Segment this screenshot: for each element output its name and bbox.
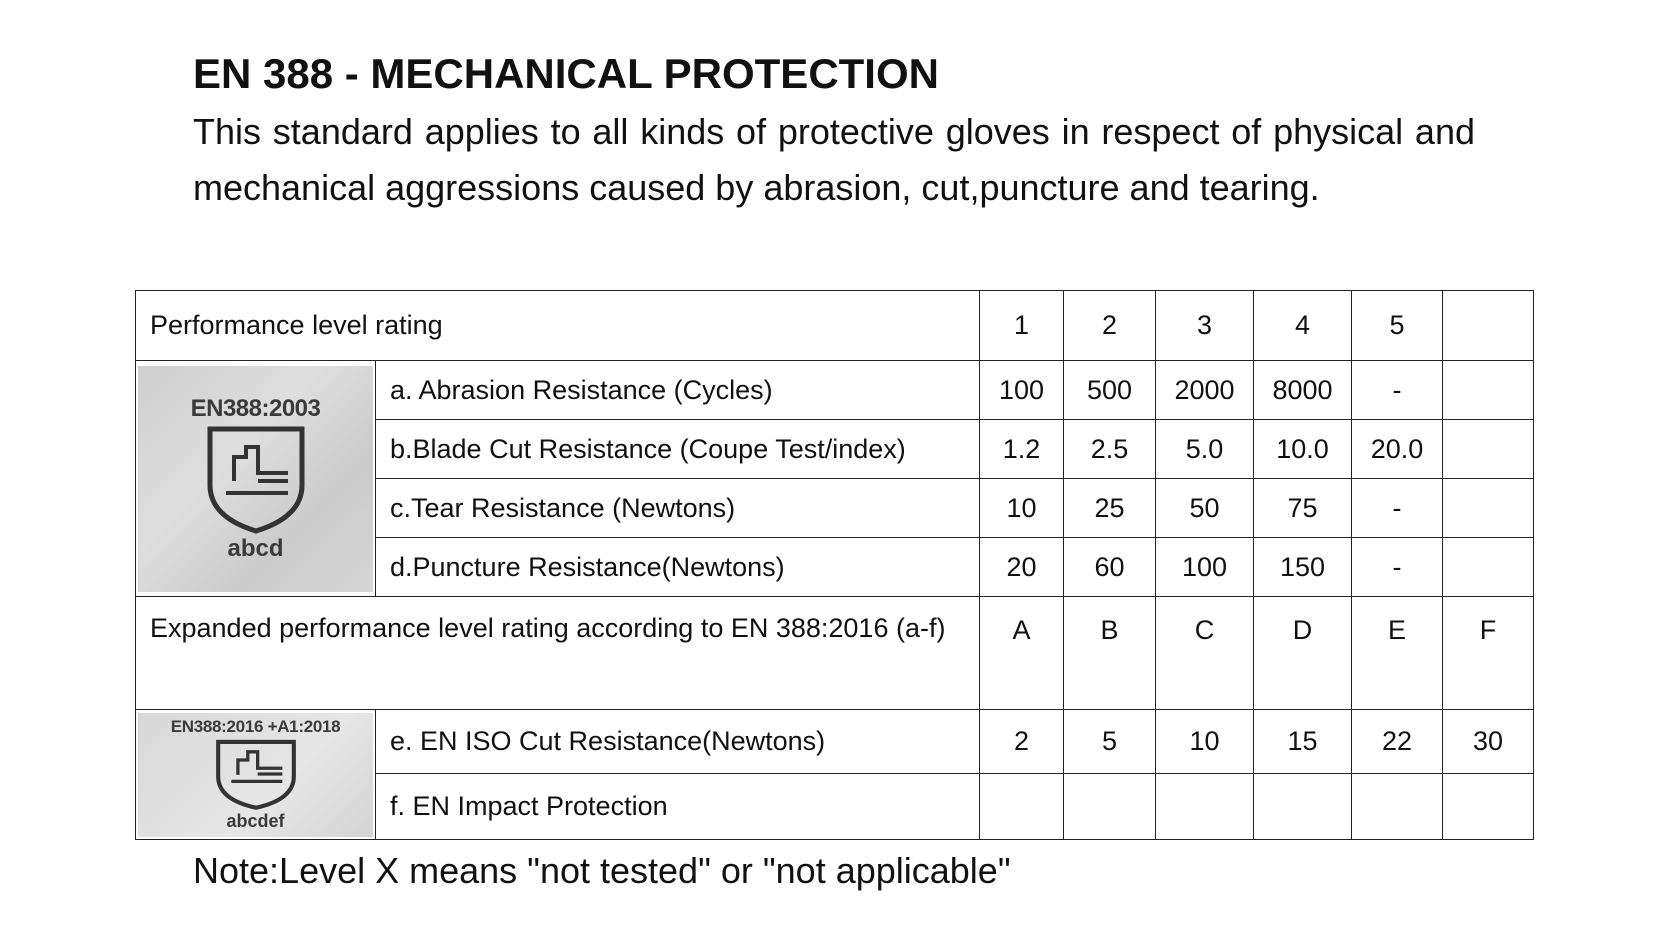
row-label: d.Puncture Resistance(Newtons)	[376, 538, 980, 597]
intro-paragraph: This standard applies to all kinds of protective gloves in respect of physical and mechanical aggressions caused by abrasion, cut,puncture and tearing.	[193, 111, 1475, 208]
logo-label: EN388:2003	[190, 394, 321, 422]
table-cell: 20	[980, 538, 1064, 597]
table-cell: 25	[1064, 479, 1156, 538]
table-cell: 5.0	[1156, 420, 1254, 479]
logo-label: EN388:2016 +A1:2018	[170, 717, 341, 736]
table-cell: 30	[1443, 710, 1534, 774]
table-cell: 10	[980, 479, 1064, 538]
table-cell: 2000	[1156, 361, 1254, 420]
expanded-level-cell: C	[1156, 597, 1254, 710]
table-cell	[1443, 774, 1534, 840]
page-title: EN 388 - MECHANICAL PROTECTION	[193, 50, 939, 97]
level-cell	[1443, 291, 1534, 361]
table-cell: 100	[1156, 538, 1254, 597]
table-cell: -	[1352, 538, 1443, 597]
table-cell: 1.2	[980, 420, 1064, 479]
logo-code: abcdef	[226, 811, 285, 831]
row-label: f. EN Impact Protection	[376, 774, 980, 840]
glove-shield-icon	[204, 423, 308, 535]
row-label: a. Abrasion Resistance (Cycles)	[376, 361, 980, 420]
table-row	[136, 710, 1534, 774]
en388-2016-logo	[138, 713, 373, 837]
table-cell	[1064, 774, 1156, 840]
table-cell	[1443, 420, 1534, 479]
table-cell	[1352, 774, 1443, 840]
table-cell: 2.5	[1064, 420, 1156, 479]
row-label: e. EN ISO Cut Resistance(Newtons)	[376, 710, 980, 774]
table-cell: 22	[1352, 710, 1443, 774]
table-cell: 2	[980, 710, 1064, 774]
header-label: Performance level rating	[136, 291, 980, 361]
level-cell: 1	[980, 291, 1064, 361]
glove-shield-icon	[213, 737, 299, 811]
table-cell: 60	[1064, 538, 1156, 597]
header-row	[136, 291, 1534, 361]
table-cell	[980, 774, 1064, 840]
table-cell: 75	[1254, 479, 1352, 538]
performance-table	[135, 290, 1534, 840]
table-cell: 5	[1064, 710, 1156, 774]
expanded-level-cell: A	[980, 597, 1064, 710]
en388-2003-logo	[138, 366, 373, 592]
row-label: c.Tear Resistance (Newtons)	[376, 479, 980, 538]
table-cell	[1443, 479, 1534, 538]
table-cell: 8000	[1254, 361, 1352, 420]
level-cell: 3	[1156, 291, 1254, 361]
en388-2003-logo-cell	[136, 361, 376, 597]
table-cell: 10.0	[1254, 420, 1352, 479]
expanded-label: Expanded performance level rating according to EN 388:2016 (a-f)	[136, 597, 980, 710]
note-text: Note:Level X means "not tested" or "not applicable"	[193, 850, 1011, 891]
expanded-row	[136, 597, 1534, 710]
expanded-level-cell: D	[1254, 597, 1352, 710]
table-cell	[1254, 774, 1352, 840]
expanded-level-cell: B	[1064, 597, 1156, 710]
table-cell: 10	[1156, 710, 1254, 774]
level-cell: 4	[1254, 291, 1352, 361]
logo-code: abcd	[227, 534, 284, 562]
table-cell: 20.0	[1352, 420, 1443, 479]
table-cell: -	[1352, 361, 1443, 420]
level-cell: 5	[1352, 291, 1443, 361]
table-cell	[1443, 361, 1534, 420]
table-cell	[1443, 538, 1534, 597]
table-cell	[1156, 774, 1254, 840]
expanded-level-cell: E	[1352, 597, 1443, 710]
table-row	[136, 361, 1534, 420]
row-label: b.Blade Cut Resistance (Coupe Test/index)	[376, 420, 980, 479]
table-cell: 150	[1254, 538, 1352, 597]
table-cell: 100	[980, 361, 1064, 420]
level-cell: 2	[1064, 291, 1156, 361]
table-cell: 50	[1156, 479, 1254, 538]
table-cell: 15	[1254, 710, 1352, 774]
table-cell: 500	[1064, 361, 1156, 420]
expanded-level-cell: F	[1443, 597, 1534, 710]
en388-2016-logo-cell	[136, 710, 376, 840]
table-cell: -	[1352, 479, 1443, 538]
